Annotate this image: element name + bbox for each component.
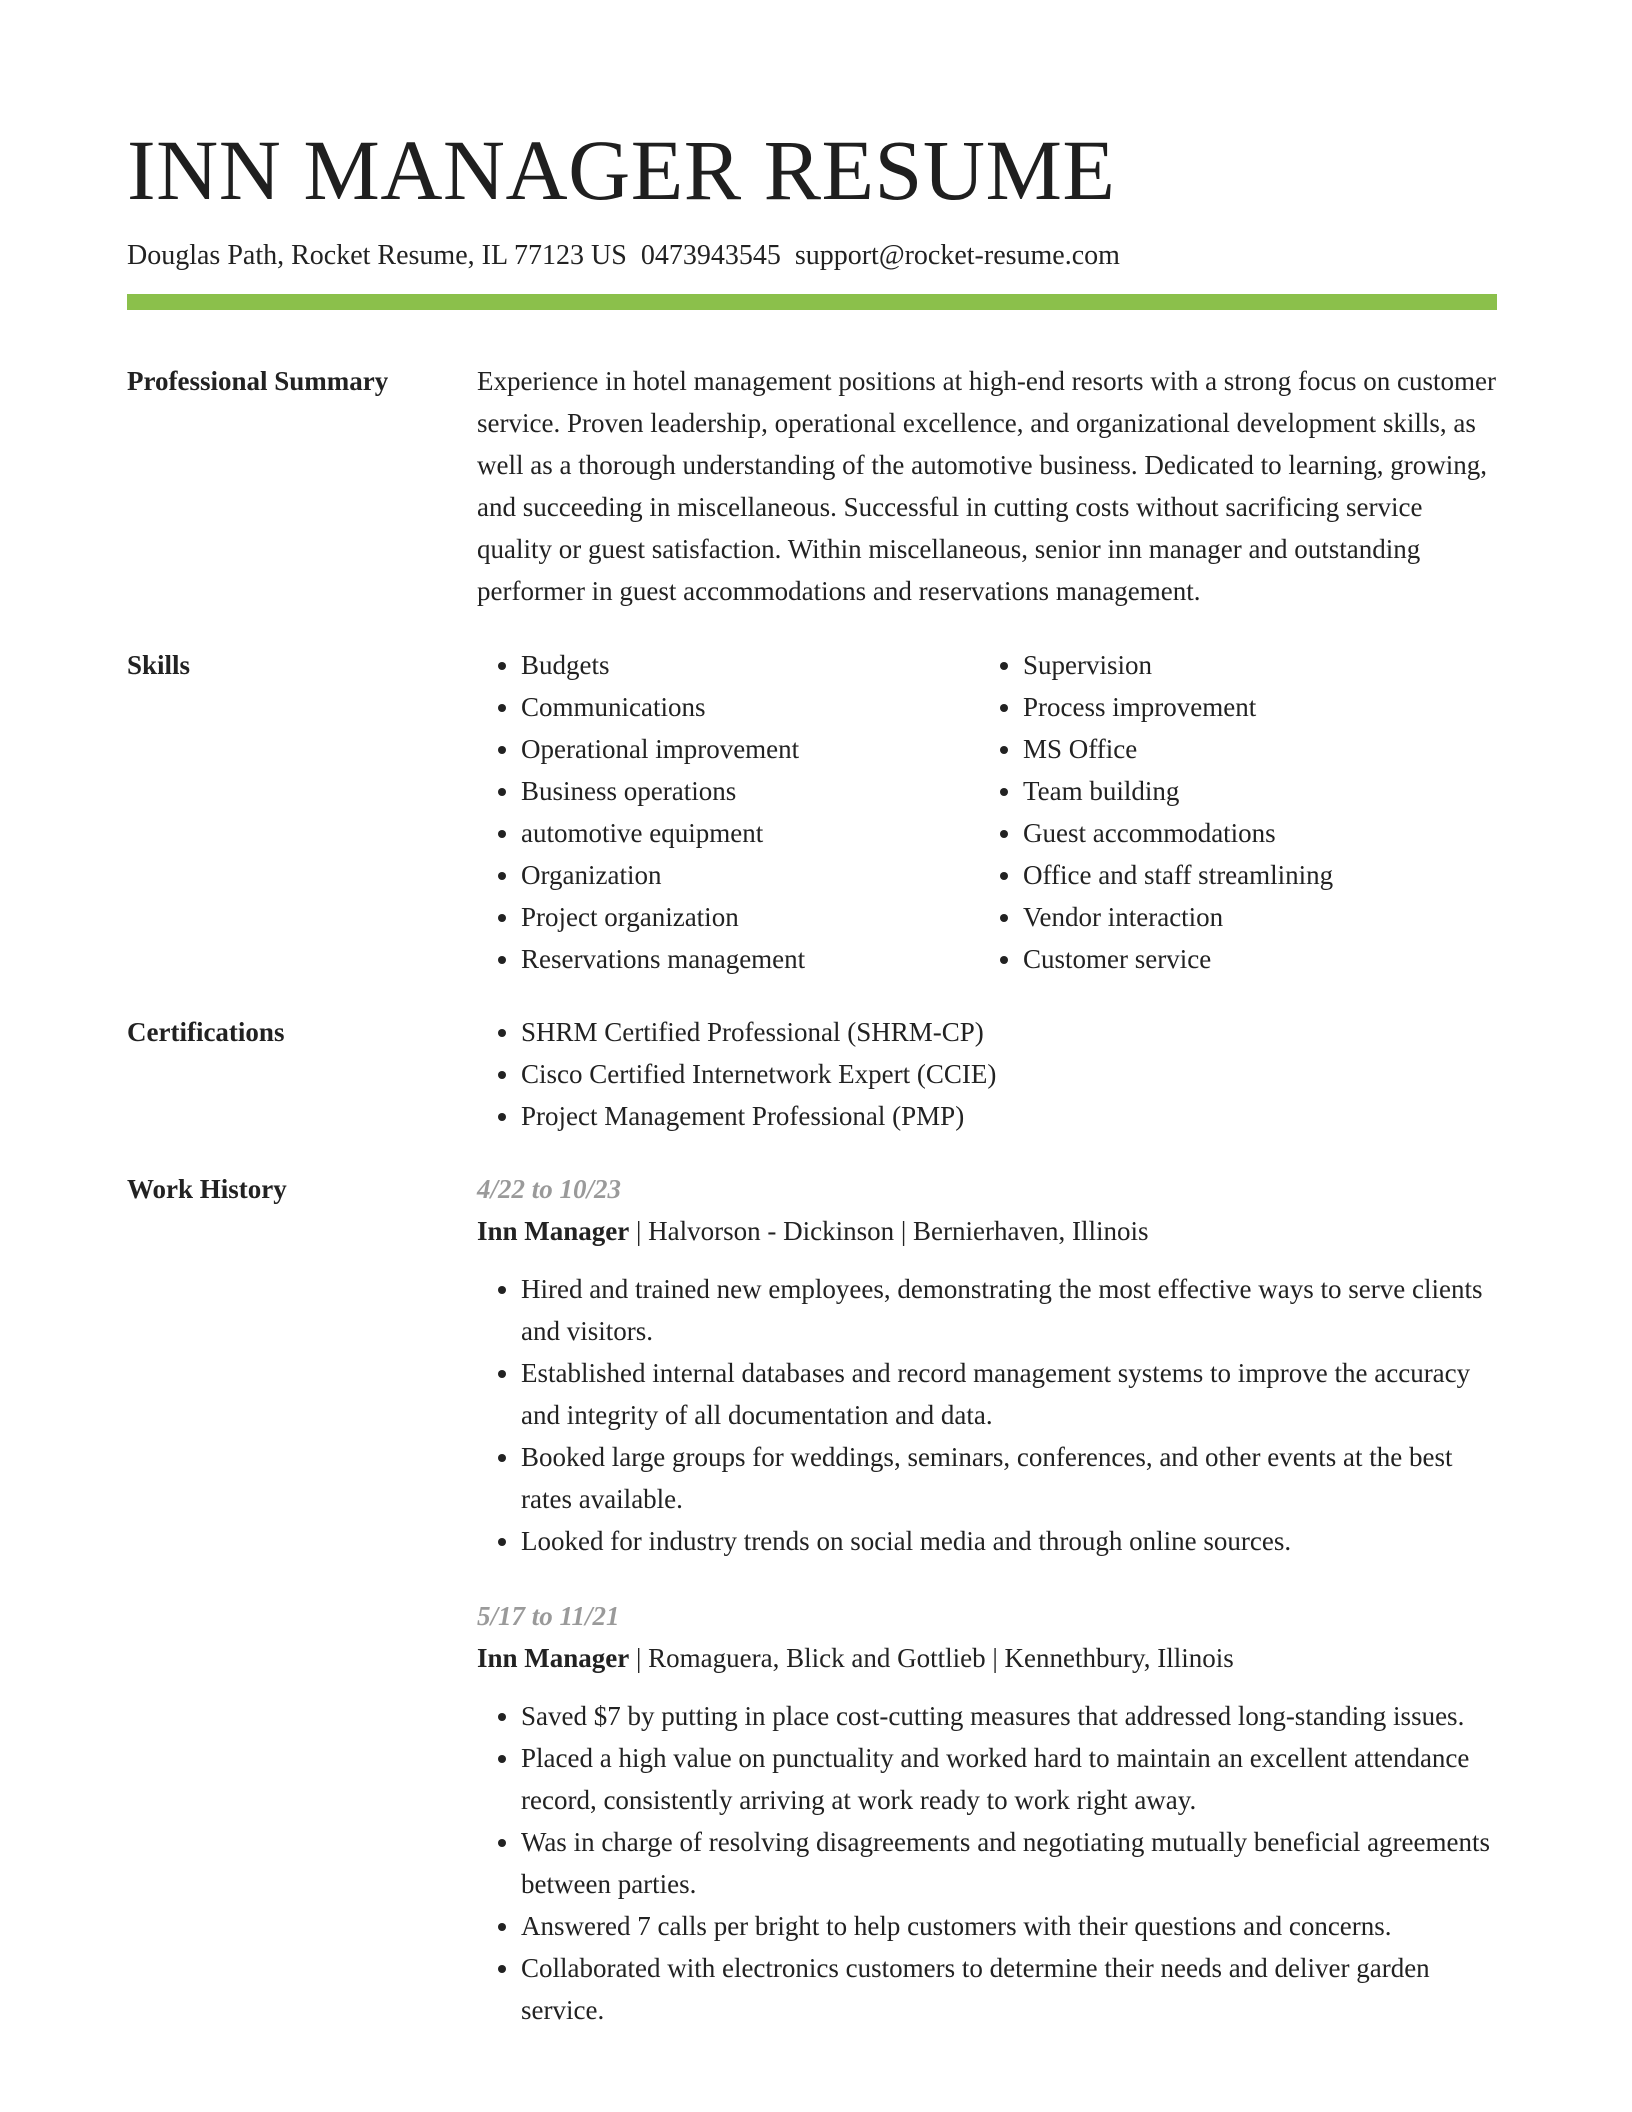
job-bullet: • Collaborated with electronics customers to determine their needs and deliver garden service. [521,1947,1497,2031]
contact-phone: 0473943545 [640,240,781,271]
job-bullet: • Hired and trained new employees, demonstrating the most effective ways to serve clients and visitors. [521,1268,1497,1352]
job-dates: 4/22 to 10/23 [477,1174,622,1204]
job-heading [477,1210,1497,1252]
work-history-body [477,1168,1497,2031]
skills-list-left [477,644,979,980]
job-title: Inn Manager [477,1216,630,1246]
certifications-list [477,1011,1497,1137]
section-label-work-history: Work History [127,1174,287,1204]
contact-line [127,236,1497,276]
skill-item: • MS Office [1023,728,1497,770]
skill-item: • Guest accommodations [1023,812,1497,854]
skill-item: • Supervision [1023,644,1497,686]
job-employer-location: | Halvorson - Dickinson | Bernierhaven, Illinois [629,1216,1149,1246]
skill-item: • Team building [1023,770,1497,812]
job-title: Inn Manager [477,1643,630,1673]
section-label-summary: Professional Summary [127,366,389,396]
skill-item: • Project organization [521,896,979,938]
job-bullet: • Looked for industry trends on social media and through online sources. [521,1520,1497,1562]
skills-section [127,644,1497,980]
job-bullets [477,1695,1497,2031]
resume-title: INN MANAGER RESUME [127,122,1116,218]
skill-item: • Process improvement [1023,686,1497,728]
section-label-certifications: Certifications [127,1017,285,1047]
contact-address: Douglas Path, Rocket Resume, IL 77123 US [127,240,627,271]
job-bullet: • Placed a high value on punctuality and worked hard to maintain an excellent attendance record, consistently arriving at work ready to work right away. [521,1737,1497,1821]
job-bullets [477,1268,1497,1562]
header-divider [127,294,1497,310]
skill-item: • Reservations management [521,938,979,980]
professional-summary-section [127,360,1497,612]
job-dates: 5/17 to 11/21 [477,1601,620,1631]
section-label-skills: Skills [127,650,191,680]
contact-email: support@rocket-resume.com [794,240,1120,271]
skill-item: • Vendor interaction [1023,896,1497,938]
resume-page [127,118,1497,2031]
skill-item: • Customer service [1023,938,1497,980]
skill-item: • Office and staff streamlining [1023,854,1497,896]
certifications-section [127,1011,1497,1137]
skill-item: • Organization [521,854,979,896]
skill-item: • Business operations [521,770,979,812]
certifications-body [477,1011,1497,1137]
job-bullet: • Was in charge of resolving disagreements and negotiating mutually beneficial agreements between parties. [521,1821,1497,1905]
skill-item: • Communications [521,686,979,728]
job-entry [477,1595,1497,2031]
certification-item: • Cisco Certified Internetwork Expert (CCIE) [521,1053,1497,1095]
job-bullet: • Booked large groups for weddings, seminars, conferences, and other events at the best rates available. [521,1436,1497,1520]
skill-item: • automotive equipment [521,812,979,854]
certification-item: • Project Management Professional (PMP) [521,1095,1497,1137]
skill-item: • Budgets [521,644,979,686]
job-bullet: • Established internal databases and record management systems to improve the accuracy and integrity of all documentation and data. [521,1352,1497,1436]
skills-list-right [979,644,1497,980]
job-bullet: • Saved $7 by putting in place cost-cutting measures that addressed long-standing issues. [521,1695,1497,1737]
job-employer-location: | Romaguera, Blick and Gottlieb | Kennethbury, Illinois [629,1643,1234,1673]
summary-text: Experience in hotel management positions at high-end resorts with a strong focus on customer service. Proven leadership, operational excellence, and organizational development skills, as well as a thorough understanding of the automotive business. Dedicated to learning, growing, and succeeding in miscellaneous. Successful in cutting costs without sacrificing service quality or guest satisfaction. Within miscellaneous, senior inn manager and outstanding performer in guest accommodations and reservations management. [477,366,1496,606]
certification-item: • SHRM Certified Professional (SHRM-CP) [521,1011,1497,1053]
job-entry [477,1168,1497,1562]
job-bullet: • Answered 7 calls per bright to help customers with their questions and concerns. [521,1905,1497,1947]
job-heading [477,1637,1497,1679]
skill-item: • Operational improvement [521,728,979,770]
work-history-section [127,1168,1497,2031]
skills-columns [477,644,1497,980]
